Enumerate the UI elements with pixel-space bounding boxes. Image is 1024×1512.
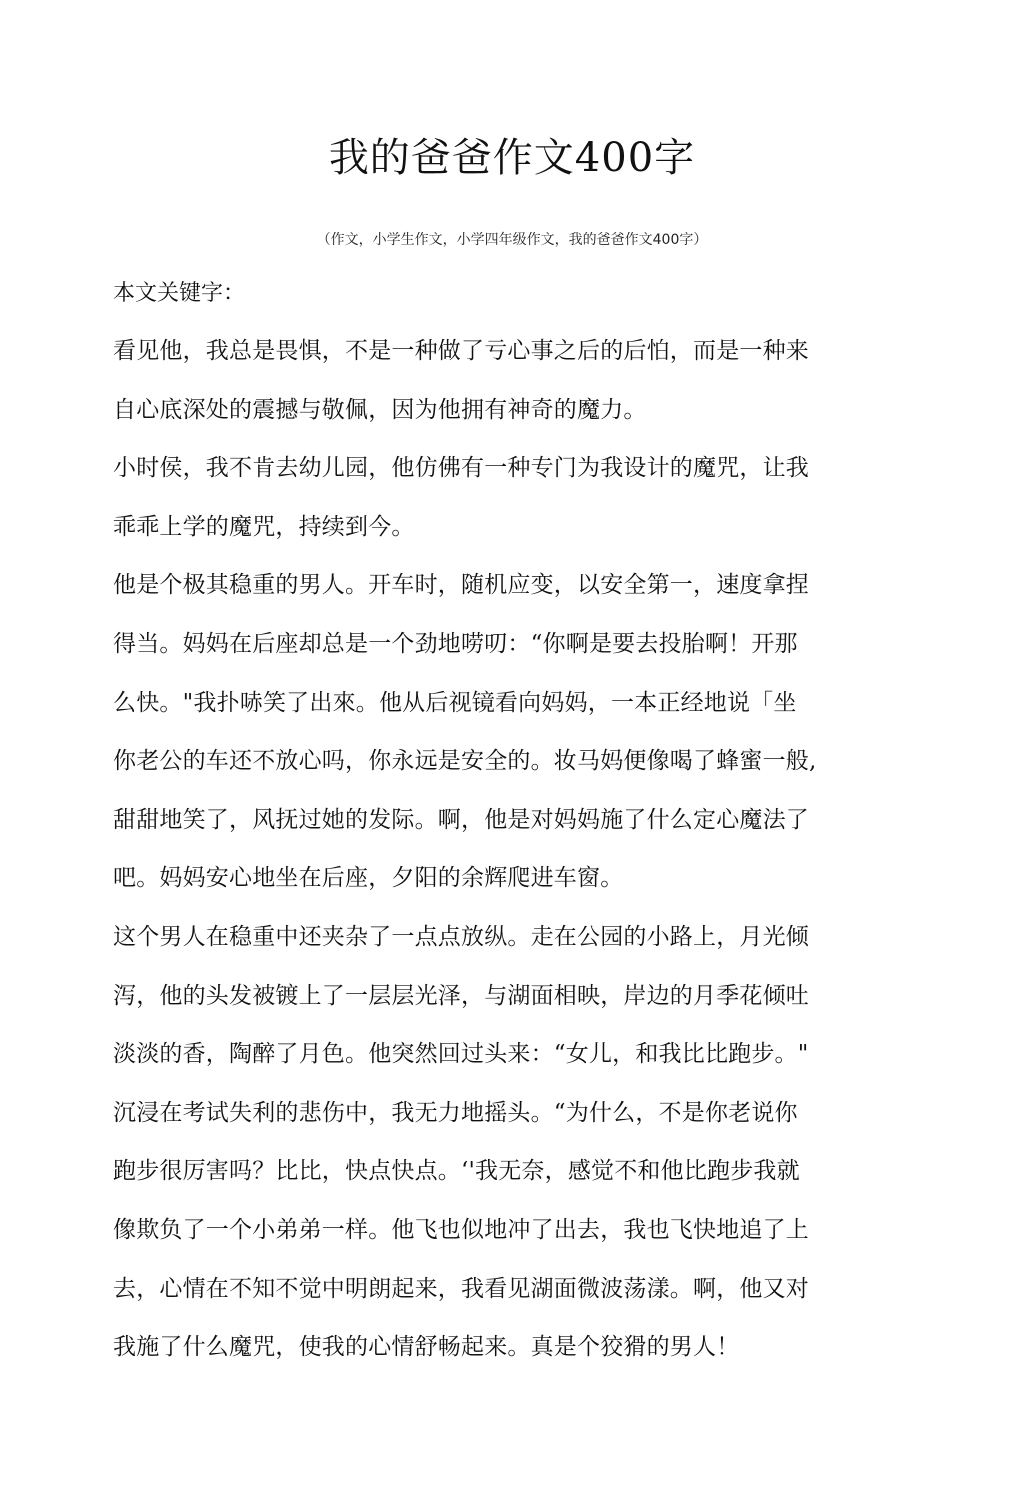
- text-line: 甜甜地笑了，风抚过她的发际。啊，他是对妈妈施了什么定心魔法了: [113, 806, 809, 833]
- text-line: 沉浸在考试失利的悲伤中，我无力地摇头。“为什么，不是你老说你: [113, 1099, 798, 1126]
- text-line: 你老公的车还不放心吗，你永远是安全的。妆马妈便像喝了蜂蜜一般,: [113, 748, 817, 775]
- text-line: 泻，他的头发被镀上了一层层光泽，与湖面相映，岸边的月季花倾吐: [113, 982, 809, 1009]
- body-text: [113, 331, 883, 1386]
- text-line: 我施了什么魔咒，使我的心情舒畅起来。真是个狡猾的男人！: [113, 1334, 740, 1361]
- text-line: 自心底深处的震撼与敬佩，因为他拥有神奇的魔力。: [113, 396, 647, 423]
- text-line: 淡淡的香，陶醉了月色。他突然回过头来：“女儿，和我比比跑步。": [113, 1041, 809, 1068]
- keywords-label: 本文关键字：: [113, 281, 246, 306]
- text-line: 这个男人在稳重中还夹杂了一点点放纵。走在公园的小路上，月光倾: [113, 923, 809, 950]
- text-line: 么快。"我扑哧笑了出來。他从后视镜看向妈妈，一本正经地说「坐: [113, 689, 797, 716]
- text-line: 得当。妈妈在后座却总是一个劲地唠叨：“你啊是要去投胎啊！开那: [113, 630, 798, 657]
- text-line: 他是个极其稳重的男人。开车时，随机应变，以安全第一，速度拿捏: [113, 572, 809, 599]
- text-line: 吧。妈妈安心地坐在后座，夕阳的余辉爬进车窗。: [113, 865, 624, 892]
- text-line: 去，心情在不知不觉中明朗起来，我看见湖面微波荡漾。啊，他又对: [113, 1275, 809, 1302]
- text-line: 乖乖上学的魔咒，持续到今。: [113, 513, 415, 540]
- page-subtitle: （作文，小学生作文，小学四年级作文，我的爸爸作文400字）: [316, 232, 708, 248]
- page-title: 我的爸爸作文400字: [328, 135, 696, 181]
- text-line: 看见他，我总是畏惧，不是一种做了亏心事之后的后怕，而是一种来: [113, 338, 809, 364]
- text-line: 小时侯，我不肯去幼儿园，他仿佛有一种专门为我设计的魔咒，让我: [113, 455, 809, 482]
- text-line: 像欺负了一个小弟弟一样。他飞也似地冲了出去，我也飞快地追了上: [113, 1216, 809, 1243]
- text-line: 跑步很厉害吗？比比，快点快点。‘'我无奈，感觉不和他比跑步我就: [113, 1158, 800, 1185]
